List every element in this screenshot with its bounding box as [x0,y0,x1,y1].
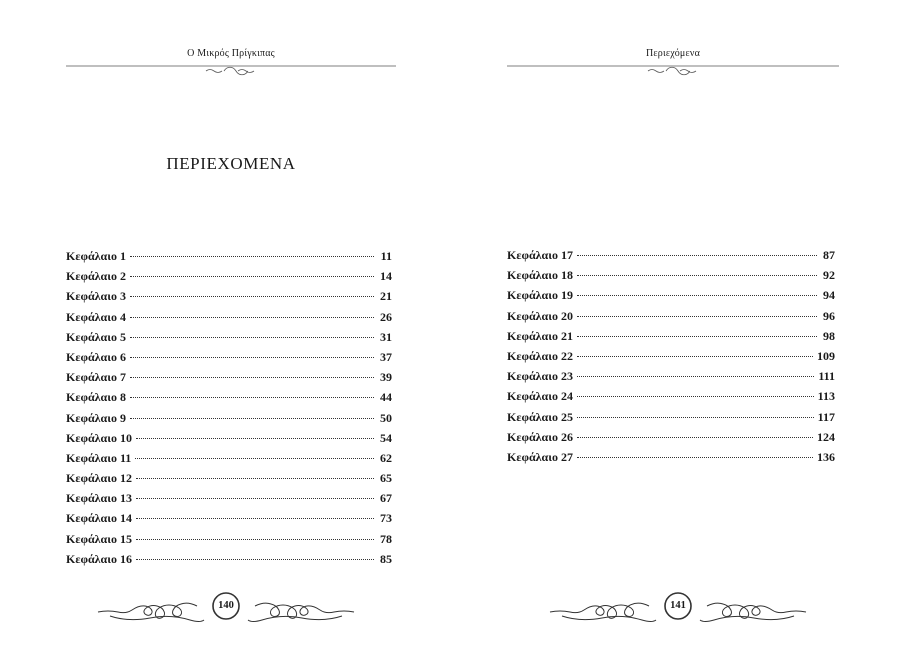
chapter-number: 25 [560,409,573,424]
toc-entry [66,431,392,451]
chapter-label: Κεφάλαιο [507,248,558,262]
dot-leader [130,256,374,257]
page-ref: 26 [380,309,392,324]
toc-entry [507,430,835,450]
dot-leader [130,317,374,318]
toc-entry [66,330,392,350]
chapter-label: Κεφάλαιο [66,289,117,304]
dot-leader [136,539,374,540]
dot-leader [130,397,374,398]
toc-entry [66,370,392,390]
chapter-number: 4 [119,309,126,324]
chapter-number: 2 [119,269,126,284]
chapter-label: Κεφάλαιο [507,328,558,343]
chapter-number: 13 [119,491,132,506]
page-ref: 21 [380,289,392,304]
page-ref: 54 [380,430,392,445]
dot-leader [136,478,374,479]
dot-leader [577,457,813,458]
chapter-label: Κεφάλαιο [66,410,117,425]
page-ref: 39 [380,370,392,385]
page-ref: 78 [380,531,392,546]
toc-list [507,248,835,470]
toc-entry [507,309,835,329]
page-number: 140 [218,600,234,611]
toc-list [66,249,392,572]
toc-entry [66,310,392,330]
dot-leader [577,396,814,397]
chapter-label: Κεφάλαιο [66,309,117,324]
chapter-number: 9 [119,410,126,425]
page-ref: 67 [380,491,392,506]
page-footer [548,588,808,628]
page-ref: 37 [380,349,392,364]
chapter-label: Κεφάλαιο [66,349,117,364]
chapter-label: Κεφάλαιο [66,551,117,566]
chapter-label: Κεφάλαιο [507,429,558,444]
toc-entry [66,532,392,552]
toc-entry [66,511,392,531]
dot-leader [130,357,374,358]
chapter-label: Κεφάλαιο [507,348,558,363]
chapter-number: 18 [560,268,573,283]
chapter-number: 15 [119,531,132,546]
chapter-label: Κεφάλαιο [66,531,117,546]
page-ref: 31 [380,329,392,344]
dot-leader [577,255,817,256]
dot-leader [136,559,374,560]
toc-entry [66,289,392,309]
chapter-label: Κεφάλαιο [66,471,117,486]
page-ref: 124 [817,429,835,444]
page-ref: 109 [817,348,835,363]
toc-entry [507,288,835,308]
flourish-rule-icon [507,62,839,76]
toc-entry [507,410,835,430]
page-ref: 98 [823,328,835,343]
chapter-number: 1 [119,249,126,263]
toc-entry [507,450,835,470]
page-footer [96,588,356,628]
toc-entry [66,269,392,289]
dot-leader [577,437,813,438]
chapter-label: Κεφάλαιο [66,249,117,263]
running-head: Ο Μικρός Πρίγκιπας [187,48,275,59]
running-head: Περιεχόμενα [645,48,701,59]
chapter-label: Κεφάλαιο [507,389,558,404]
toc-entry [66,249,392,269]
dot-leader [577,316,817,317]
chapter-label: Κεφάλαιο [507,409,558,424]
chapter-label: Κεφάλαιο [66,491,117,506]
chapter-number: 5 [119,329,126,344]
chapter-label: Κεφάλαιο [507,449,558,464]
toc-entry [507,248,835,268]
chapter-label: Κεφάλαιο [66,269,117,284]
chapter-label: Κεφάλαιο [66,450,117,465]
page-ref: 14 [380,269,392,284]
chapter-number: 20 [560,308,573,323]
page-number: 141 [670,600,686,611]
chapter-number: 21 [560,328,573,343]
page-ref: 62 [380,450,392,465]
chapter-label: Κεφάλαιο [66,370,117,385]
chapter-label: Κεφάλαιο [507,288,558,303]
dot-leader [577,295,817,296]
page-ref: 117 [817,409,835,424]
dot-leader [136,498,374,499]
dot-leader [130,418,374,419]
page-ref: 11 [380,249,392,263]
dot-leader [577,356,813,357]
page-ref: 65 [380,471,392,486]
chapter-label: Κεφάλαιο [66,329,117,344]
toc-entry [66,491,392,511]
chapter-number: 24 [560,389,573,404]
chapter-number: 8 [119,390,126,405]
chapter-number: 26 [560,429,573,444]
page-ref: 44 [380,390,392,405]
chapter-label: Κεφάλαιο [507,308,558,323]
chapter-number: 16 [119,551,132,566]
toc-entry [507,349,835,369]
chapter-number: 14 [119,511,132,526]
dot-leader [130,296,374,297]
toc-entry [66,390,392,410]
page-ref: 96 [823,308,835,323]
page-ref: 92 [823,268,835,283]
chapter-label: Κεφάλαιο [507,268,558,283]
toc-entry [507,369,835,389]
page-ref: 73 [380,511,392,526]
chapter-number: 11 [119,450,132,465]
dot-leader [136,518,374,519]
dot-leader [577,376,814,377]
page-ref: 94 [823,288,835,303]
dot-leader [577,275,817,276]
chapter-number: 10 [119,430,132,445]
right-page [450,0,900,650]
page-ref: 113 [817,389,835,404]
chapter-number: 7 [119,370,126,385]
chapter-label: Κεφάλαιο [66,430,117,445]
chapter-label: Κεφάλαιο [66,390,117,405]
chapter-number: 27 [560,449,573,464]
chapter-number: 6 [119,349,126,364]
dot-leader [577,417,814,418]
dot-leader [136,438,374,439]
toc-entry [66,350,392,370]
toc-entry [66,552,392,572]
dot-leader [130,337,374,338]
page-ref: 87 [823,248,835,262]
chapter-label: Κεφάλαιο [507,369,558,384]
chapter-number: 23 [560,369,573,384]
page-title: ΠΕΡΙΕΧΟΜΕΝΑ [166,154,296,173]
toc-entry [66,471,392,491]
toc-entry [66,451,392,471]
chapter-number: 17 [560,248,573,262]
toc-entry [507,389,835,409]
page-ref: 111 [818,369,835,384]
dot-leader [130,377,374,378]
dot-leader [577,336,817,337]
chapter-number: 3 [119,289,126,304]
dot-leader [135,458,374,459]
toc-entry [66,411,392,431]
chapter-label: Κεφάλαιο [66,511,117,526]
chapter-number: 22 [560,348,573,363]
chapter-number: 12 [119,471,132,486]
dot-leader [130,276,374,277]
toc-entry [507,329,835,349]
page-ref: 136 [817,449,835,464]
chapter-number: 19 [560,288,573,303]
page-ref: 85 [380,551,392,566]
flourish-rule-icon [66,62,396,76]
page-ref: 50 [380,410,392,425]
toc-entry [507,268,835,288]
